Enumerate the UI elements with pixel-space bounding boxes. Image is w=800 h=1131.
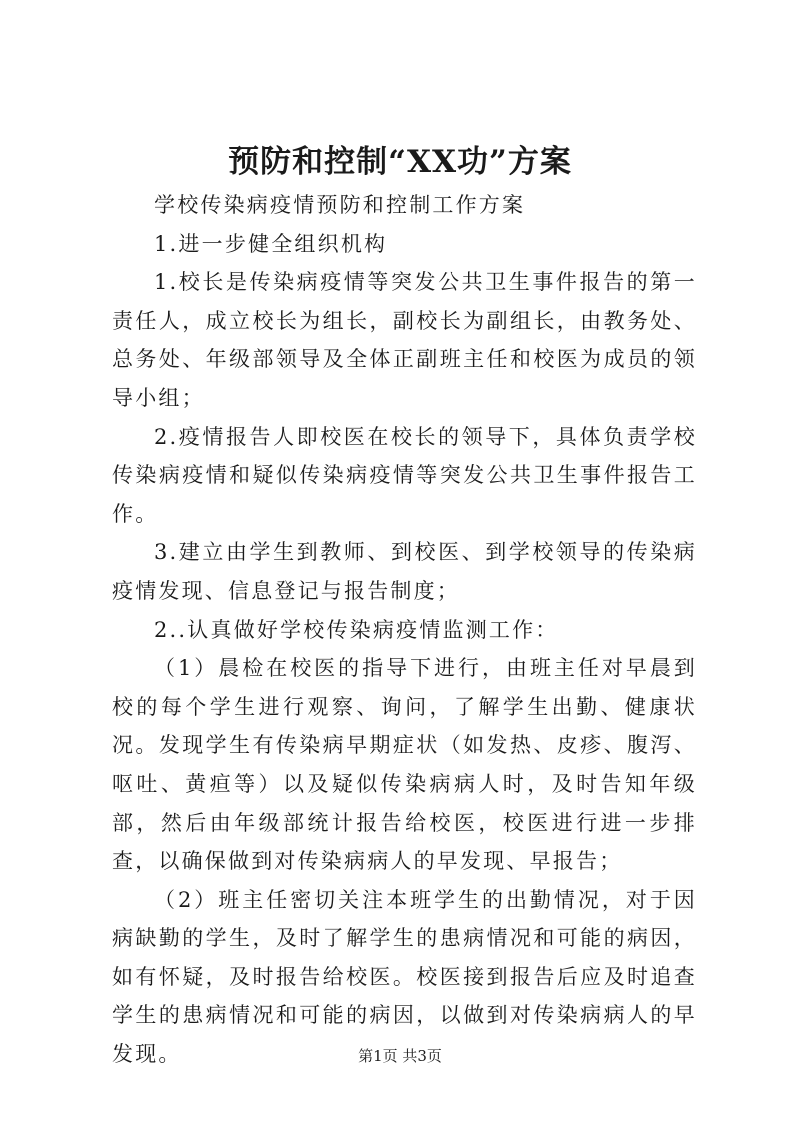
paragraph-item-1-2: 2.疫情报告人即校医在校长的领导下，具体负责学校传染病疫情和疑似传染病疫情等突发公共卫生事件报告工作。 <box>112 424 697 526</box>
page-footer: 第1页 共3页 <box>358 1047 442 1065</box>
document-body <box>112 186 697 1074</box>
document-subtitle: 学校传染病疫情预防和控制工作方案 <box>154 193 526 217</box>
paragraph-item-1-1: 1.校长是传染病疫情等突发公共卫生事件报告的第一责任人，成立校长为组长，副校长为副组长，由教务处、总务处、年级部领导及全体正副班主任和校医为成员的领导小组； <box>112 270 697 410</box>
document-title: 预防和控制“XX功”方案 <box>228 144 572 180</box>
paragraph-item-1-3: 3.建立由学生到教师、到校医、到学校领导的传染病疫情发现、信息登记与报告制度； <box>112 540 697 603</box>
paragraph-item-2-2: （2）班主任密切关注本班学生的出勤情况，对于因病缺勤的学生，及时了解学生的患病情况和可能的病因，如有怀疑，及时报告给校医。校医接到报告后应及时追查学生的患病情况和可能的病因，以做到对传染病病人的早发现。 <box>112 887 697 1067</box>
section-heading-1: 1.进一步健全组织机构 <box>154 231 388 256</box>
section-heading-2: 2..认真做好学校传染病疫情监测工作： <box>154 617 559 642</box>
paragraph-item-2-1: （1）晨检在校医的指导下进行，由班主任对早晨到校的每个学生进行观察、询问，了解学生出勤、健康状况。发现学生有传染病早期症状（如发热、皮疹、腹泻、呕吐、黄疸等）以及疑似传染病病人时，及时告知年级部，然后由年级部统计报告给校医，校医进行进一步排查，以确保做到对传染病病人的早发现、早报告； <box>112 656 697 874</box>
